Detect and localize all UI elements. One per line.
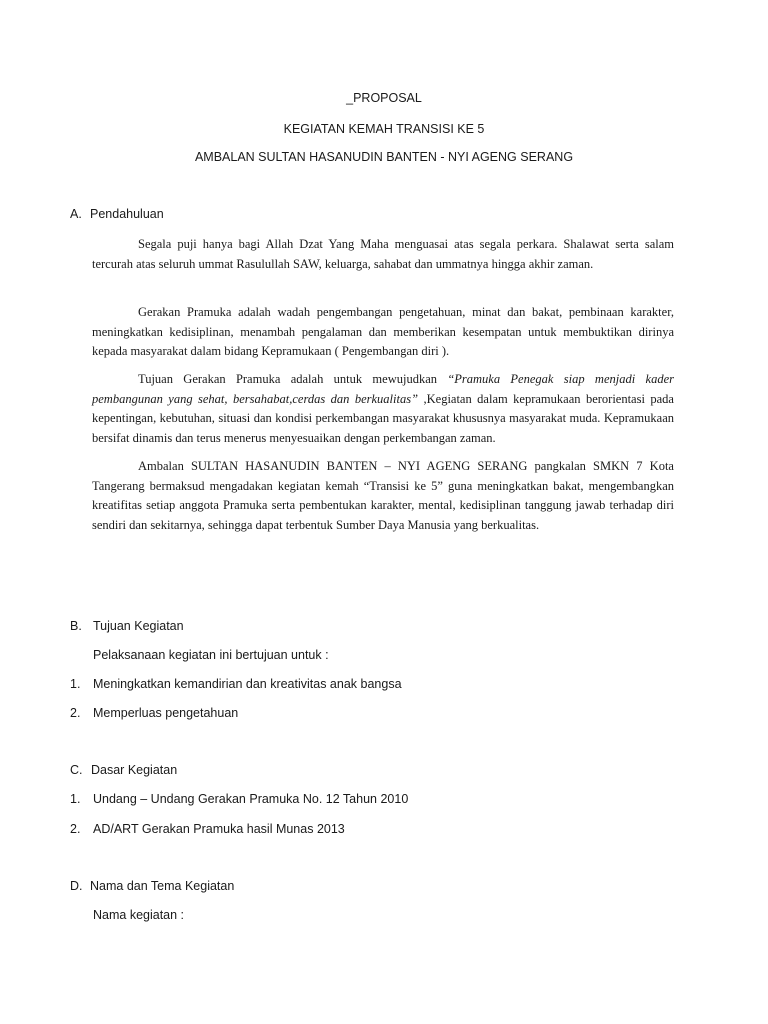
section-c-heading: Dasar Kegiatan — [91, 763, 178, 777]
list-item: Memperluas pengetahuan — [93, 706, 239, 720]
section-a-marker: A. — [70, 207, 82, 221]
document-subtitle: AMBALAN SULTAN HASANUDIN BANTEN - NYI AGENG SERANG — [194, 150, 574, 164]
section-d-marker: D. — [70, 879, 83, 893]
paragraph-intro: Segala puji hanya bagi Allah Dzat Yang Maha menguasai atas segala perkara. Shalawat serta salam tercurah atas seluruh ummat Rasulullah SAW, keluarga, sahabat dan ummatnya hingga akhir zaman. — [92, 237, 674, 271]
section-b-marker: B. — [70, 619, 82, 633]
section-a-heading: Pendahuluan — [90, 207, 164, 221]
list-item-number: 2. — [70, 822, 81, 836]
section-b-heading: Tujuan Kegiatan — [93, 619, 184, 633]
section-d-subheading: Nama kegiatan : — [93, 908, 185, 922]
list-item: Undang – Undang Gerakan Pramuka No. 12 Tahun 2010 — [93, 792, 409, 806]
paragraph-tujuan-rest: ,Kegiatan dalam kepramukaan berorientasi pada kepentingan, kebutuhan, situasi dan kondisi perkembangan masyarakat khususnya masyarakat muda. Kepramukaan bersifat dinamis dan terus menerus menyesuaikan dengan perkembangan zaman. — [92, 391, 674, 445]
paragraph-tujuan-lead: Tujuan Gerakan Pramuka adalah untuk mewujudkan — [138, 372, 448, 386]
section-d-heading: Nama dan Tema Kegiatan — [90, 879, 235, 893]
proposal-label: _PROPOSAL — [346, 91, 422, 105]
section-b-intro: Pelaksanaan kegiatan ini bertujuan untuk : — [93, 648, 329, 662]
paragraph-gerakan-pramuka: Gerakan Pramuka adalah wadah pengembangan pengetahuan, minat dan bakat, pembinaan karakter, meningkatkan kedisiplinan, menambah pengalaman dan memberikan kesempatan untuk membuktikan dirinya kepada masyarakat dalam bidang Kepramukaan ( Pengembangan diri ). — [92, 305, 674, 358]
paragraph-tujuan — [92, 370, 674, 448]
list-item: Meningkatkan kemandirian dan kreativitas anak bangsa — [93, 677, 402, 691]
paragraph-ambalan: Ambalan SULTAN HASANUDIN BANTEN – NYI AGENG SERANG pangkalan SMKN 7 Kota Tangerang bermaksud mengadakan kegiatan kemah “Transisi ke 5” guna meningkatkan bakat, mengembangkan kreatifitas setiap anggota Pramuka serta pembentukan karakter, mental, kedisiplinan tanggung jawab terhadap diri sendiri dan sekitarnya, sehingga dapat terbentuk Sumber Daya Manusia yang berkualitas. — [92, 459, 674, 532]
tagline-quote: “Pramuka Penegak siap menjadi kader pembangunan yang sehat, bersahabat,cerdas dan berkualitas” — [92, 372, 674, 406]
list-item-number: 1. — [70, 677, 81, 691]
document-title: KEGIATAN KEMAH TRANSISI KE 5 — [283, 122, 485, 136]
section-c-marker: C. — [70, 763, 83, 777]
list-item-number: 2. — [70, 706, 81, 720]
list-item-number: 1. — [70, 792, 81, 806]
list-item: AD/ART Gerakan Pramuka hasil Munas 2013 — [93, 822, 345, 836]
